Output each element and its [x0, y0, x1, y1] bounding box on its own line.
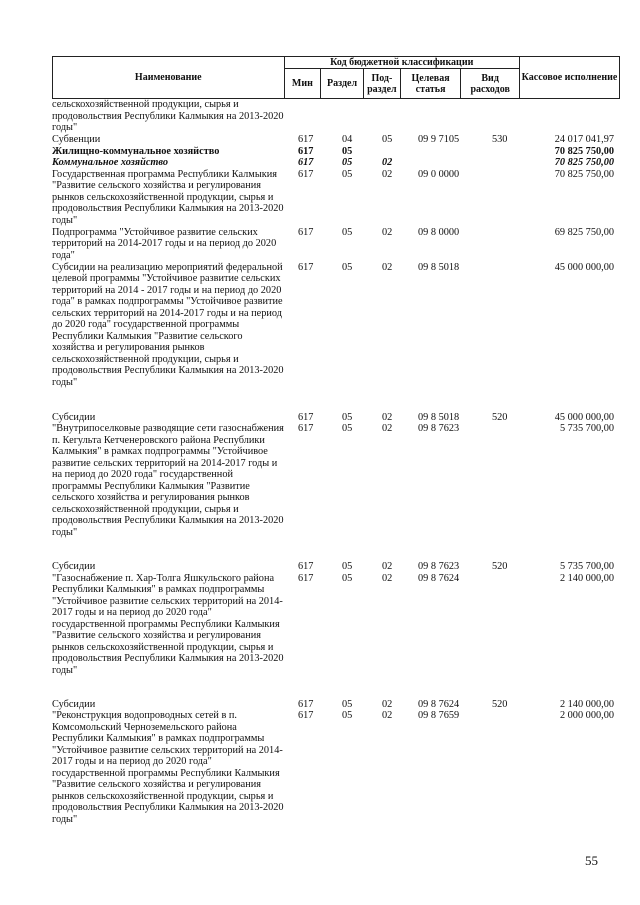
header-min: Мин — [284, 69, 321, 99]
header-target: Целевая статья — [400, 69, 461, 99]
row-razdel: 05 — [342, 572, 353, 584]
row-vid: 530 — [492, 134, 508, 145]
row-amount: 2 140 000,00 — [559, 572, 614, 584]
row-name: "Внутрипоселковые разводящие сети газоснабжения п. Кегульта Кетченеровского района Республики Калмыкия" в рамках подпрограммы "Устойчивое развитие сельских территорий на 2014-2017 годы и на период до 2020 года" государственной программы Республики Калмыкия "Развитие сельского хозяйства и регулирования рынков сельскохозяйственной продукции, сырья и продовольствия Республики Калмыкия на 2013-2020 годы" — [52, 423, 284, 538]
row-razdel: 05 — [342, 411, 353, 423]
row-target: 09 8 5018 — [418, 411, 460, 423]
row-name: "Газоснабжение п. Хар-Толга Яшкульского района Республики Калмыкия" в рамках подпрограммы "Устойчивое развитие сельских территорий на 2014-2017 годы и на период до 2020 года" государственной программы Республики Калмыкия "Развитие сельского хозяйства и регулирования рынков сельскохозяйственной продукции, сырья и продовольствия Республики Калмыкия на 2013-2020 годы" — [52, 572, 284, 676]
table-row — [52, 99, 620, 134]
row-name: Жилищно-коммунальное хозяйство — [52, 145, 220, 157]
row-target: 09 8 0000 — [418, 226, 460, 238]
row-podrazdel: 02 — [382, 710, 393, 721]
row-podrazdel: 02 — [382, 423, 393, 434]
row-min: 617 — [298, 226, 314, 238]
row-amount: 2 140 000,00 — [559, 698, 614, 710]
table-row — [52, 146, 620, 158]
row-razdel: 04 — [342, 134, 353, 145]
row-min: 617 — [298, 134, 314, 145]
row-podrazdel: 02 — [382, 411, 393, 423]
row-vid: 520 — [492, 698, 508, 710]
table-body — [52, 99, 620, 836]
table-header — [52, 56, 620, 99]
row-name: "Реконструкция водопроводных сетей в п. Комсомольский Черноземельского района Республики Калмыкия" в рамках подпрограммы "Устойчивое развитие сельских территорий на 2014-2017 годы и на период до 2020 года" государственной программы Республики Калмыкия "Развитие сельского хозяйства и регулирования рынков сельскохозяйственной продукции, сырья и продовольствия Республики Калмыкия на 2013-2020 годы" — [52, 710, 284, 825]
row-min: 617 — [298, 423, 314, 434]
row-podrazdel: 02 — [382, 261, 393, 273]
row-min: 617 — [298, 411, 314, 423]
row-min: 617 — [298, 698, 314, 710]
row-name: Подпрограмма "Устойчивое развитие сельских территорий на 2014-2017 годы и на период до 2020 года" — [52, 226, 277, 261]
header-amount: Кассовое исполнение — [519, 57, 619, 99]
table-row — [52, 573, 620, 699]
row-podrazdel: 02 — [382, 561, 393, 572]
table-row — [52, 412, 620, 424]
row-min: 617 — [298, 145, 314, 157]
table-row — [52, 699, 620, 711]
header-razdel: Раздел — [321, 69, 364, 99]
row-name: Субсидии — [52, 698, 96, 710]
row-razdel: 05 — [342, 698, 353, 710]
row-amount: 69 825 750,00 — [554, 226, 614, 238]
row-amount: 5 735 700,00 — [559, 561, 614, 572]
row-podrazdel: 02 — [382, 572, 393, 584]
header-podrazdel: Под-раздел — [363, 69, 400, 99]
row-name: сельскохозяйственной продукции, сырья и продовольствия Республики Калмыкия на 2013-2020 годы" — [52, 99, 284, 133]
row-vid: 520 — [492, 561, 508, 572]
row-amount: 70 825 750,00 — [554, 168, 614, 180]
row-target: 09 8 7624 — [418, 698, 460, 710]
row-target: 09 8 7624 — [418, 572, 460, 584]
row-target: 09 0 0000 — [418, 168, 460, 180]
row-target: 09 9 7105 — [418, 134, 460, 145]
row-name: Субвенции — [52, 134, 101, 145]
table-row — [52, 710, 620, 836]
row-min: 617 — [298, 261, 314, 273]
row-min: 617 — [298, 710, 314, 721]
table-row — [52, 169, 620, 227]
row-target: 09 8 7623 — [418, 423, 460, 434]
row-amount: 70 825 750,00 — [554, 157, 614, 168]
row-amount: 5 735 700,00 — [559, 423, 614, 434]
row-amount: 2 000 000,00 — [559, 710, 614, 721]
row-razdel: 05 — [342, 710, 353, 721]
row-name: Субсидии — [52, 561, 96, 572]
row-amount: 24 017 041,97 — [554, 134, 614, 145]
row-razdel: 05 — [342, 423, 353, 434]
table-row — [52, 561, 620, 573]
row-min: 617 — [298, 561, 314, 572]
row-podrazdel: 02 — [382, 157, 393, 168]
table-row — [52, 134, 620, 146]
row-target: 09 8 7623 — [418, 561, 460, 572]
row-name: Субсидии на реализацию мероприятий федеральной целевой программы "Устойчивое развитие сельских территорий на 2014 - 2017 годы и на период до 2020 года" в рамках подпрограммы "Устойчивое развитие сельских территорий на 2014-2017 годы и на период до 2020 года" государственной программы Республики Калмыкия "Развитие сельского хозяйства и регулирования рынков сельскохозяйственной продукции, сырья и продовольствия Республики Калмыкия на 2013-2020 годы" — [52, 261, 284, 388]
header-kbk-group: Код бюджетной классификации — [284, 57, 519, 69]
row-min: 617 — [298, 168, 314, 180]
table-row — [52, 227, 620, 262]
row-podrazdel: 05 — [382, 134, 393, 145]
table-row — [52, 262, 620, 412]
row-name: Субсидии — [52, 411, 96, 423]
header-name: Наименование — [53, 57, 285, 99]
row-podrazdel: 02 — [382, 226, 393, 238]
row-target: 09 8 7659 — [418, 710, 460, 721]
row-razdel: 05 — [342, 261, 353, 273]
row-name: Коммунальное хозяйство — [52, 157, 169, 168]
row-razdel: 05 — [342, 168, 353, 180]
row-amount: 45 000 000,00 — [554, 411, 614, 423]
row-razdel: 05 — [342, 226, 353, 238]
row-name: Государственная программа Республики Калмыкия "Развитие сельского хозяйства и регулирования рынков сельскохозяйственной продукции, сырья и продовольствия Республики Калмыкия на 2013-2020 годы" — [52, 168, 284, 226]
page-number: 55 — [585, 853, 598, 868]
row-razdel: 05 — [342, 561, 353, 572]
row-vid: 520 — [492, 411, 508, 423]
table-row — [52, 157, 620, 169]
row-amount: 70 825 750,00 — [554, 145, 614, 157]
header-vid: Вид расходов — [461, 69, 520, 99]
row-podrazdel: 02 — [382, 168, 393, 180]
row-razdel: 05 — [342, 145, 353, 157]
table-row — [52, 423, 620, 561]
row-min: 617 — [298, 572, 314, 584]
row-target: 09 8 5018 — [418, 261, 460, 273]
row-min: 617 — [298, 157, 314, 168]
row-razdel: 05 — [342, 157, 353, 168]
row-podrazdel: 02 — [382, 698, 393, 710]
row-amount: 45 000 000,00 — [554, 261, 614, 273]
